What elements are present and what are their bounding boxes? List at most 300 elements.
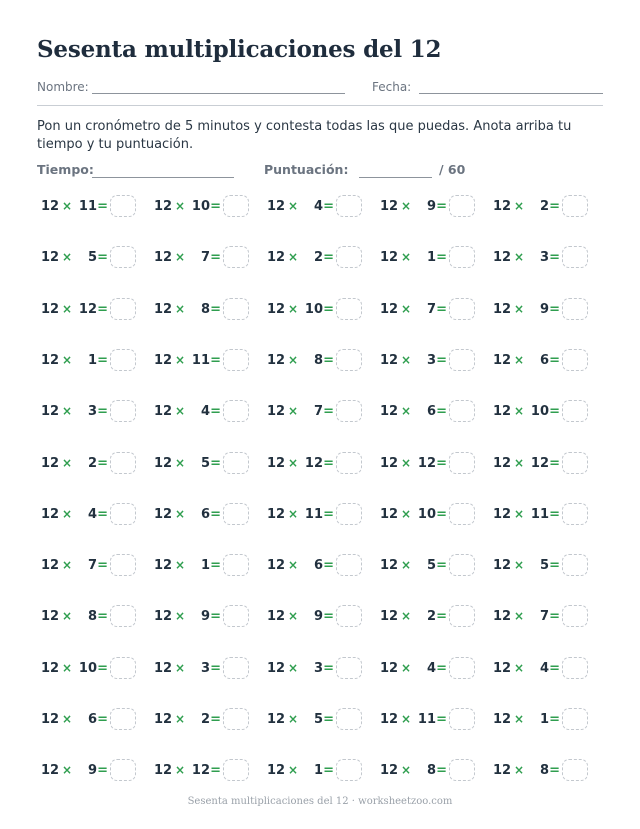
times-sign: × (62, 609, 73, 624)
answer-box[interactable] (449, 195, 475, 217)
multiplier: 9 (200, 609, 210, 625)
multiplier: 12 (78, 301, 97, 317)
answer-box[interactable] (223, 195, 249, 217)
answer-box[interactable] (223, 759, 249, 781)
problem-item (489, 604, 602, 630)
times-sign: × (175, 199, 186, 213)
times-sign: × (62, 763, 73, 778)
equals-sign: = (436, 352, 447, 368)
problem-item (150, 245, 263, 271)
problem-item (263, 604, 376, 630)
multiplicand: 12 (380, 712, 399, 727)
answer-box[interactable] (110, 759, 136, 781)
multiplicand: 12 (267, 199, 286, 214)
multiplicand: 12 (380, 660, 399, 676)
equals-sign: = (210, 352, 221, 368)
equals-sign: = (549, 250, 560, 266)
answer-box[interactable] (336, 349, 362, 371)
equals-sign: = (549, 558, 560, 574)
problem-item (37, 553, 150, 579)
equals-sign: = (549, 352, 560, 368)
answer-box[interactable] (562, 400, 588, 422)
answer-box[interactable] (562, 503, 588, 525)
times-sign: × (175, 558, 186, 573)
equals-sign: = (549, 712, 560, 727)
times-sign: × (175, 660, 186, 675)
multiplier: 5 (539, 558, 549, 574)
equals-sign: = (436, 506, 447, 522)
problem-item (376, 297, 489, 323)
equals-sign: = (436, 250, 447, 266)
multiplier: 3 (313, 660, 323, 676)
multiplicand: 12 (41, 352, 60, 368)
answer-box[interactable] (449, 605, 475, 627)
multiplicand: 12 (267, 352, 286, 368)
date-field[interactable] (419, 93, 603, 94)
problem-item (37, 758, 150, 784)
answer-box[interactable] (336, 452, 362, 474)
multiplier: 9 (87, 763, 97, 779)
times-sign: × (288, 763, 299, 778)
equals-sign: = (97, 199, 108, 214)
times-sign: × (62, 712, 73, 726)
equals-sign: = (97, 609, 108, 625)
times-sign: × (514, 506, 525, 521)
multiplier: 6 (426, 404, 436, 420)
multiplier: 2 (87, 455, 97, 471)
times-sign: × (288, 404, 299, 419)
equals-sign: = (210, 250, 221, 266)
problem-item (376, 502, 489, 528)
problem-item (150, 758, 263, 784)
multiplier: 3 (87, 404, 97, 420)
multiplicand: 12 (267, 609, 286, 625)
multiplier: 10 (78, 660, 97, 676)
name-field[interactable] (92, 93, 345, 94)
answer-box[interactable] (110, 605, 136, 627)
equals-sign: = (549, 301, 560, 317)
answer-box[interactable] (336, 657, 362, 679)
answer-box[interactable] (336, 708, 362, 730)
multiplier: 6 (313, 558, 323, 574)
answer-box[interactable] (110, 195, 136, 217)
multiplicand: 12 (154, 763, 173, 779)
multiplicand: 12 (493, 199, 512, 214)
multiplier: 4 (426, 660, 436, 676)
answer-box[interactable] (562, 554, 588, 576)
problem-item (376, 707, 489, 733)
multiplicand: 12 (267, 712, 286, 727)
answer-box[interactable] (110, 503, 136, 525)
problem-item (37, 656, 150, 682)
equals-sign: = (436, 199, 447, 214)
multiplier: 9 (539, 301, 549, 317)
answer-box[interactable] (110, 554, 136, 576)
answer-box[interactable] (223, 452, 249, 474)
answer-box[interactable] (223, 554, 249, 576)
answer-box[interactable] (336, 298, 362, 320)
times-sign: × (514, 712, 525, 726)
problem-item (150, 348, 263, 374)
problem-item (263, 656, 376, 682)
multiplicand: 12 (380, 558, 399, 574)
points-label: Puntuación: (264, 162, 349, 177)
multiplicand: 12 (154, 660, 173, 676)
equals-sign: = (323, 609, 334, 625)
multiplicand: 12 (267, 250, 286, 266)
times-sign: × (401, 712, 412, 726)
equals-sign: = (323, 558, 334, 574)
equals-sign: = (323, 763, 334, 779)
multiplier: 5 (313, 712, 323, 727)
problem-item (263, 348, 376, 374)
times-sign: × (175, 404, 186, 419)
problem-item (150, 194, 263, 220)
multiplier: 9 (313, 609, 323, 625)
multiplier: 6 (539, 352, 549, 368)
multiplicand: 12 (380, 250, 399, 266)
multiplicand: 12 (154, 558, 173, 574)
answer-box[interactable] (562, 759, 588, 781)
times-sign: × (288, 301, 299, 316)
multiplier: 8 (200, 301, 210, 317)
problem-item (37, 399, 150, 425)
problem-item (263, 451, 376, 477)
answer-box[interactable] (223, 400, 249, 422)
answer-box[interactable] (110, 657, 136, 679)
times-sign: × (62, 250, 73, 265)
answer-box[interactable] (562, 708, 588, 730)
answer-box[interactable] (336, 503, 362, 525)
multiplier: 8 (426, 763, 436, 779)
answer-box[interactable] (223, 605, 249, 627)
answer-box[interactable] (110, 708, 136, 730)
times-sign: × (514, 301, 525, 316)
equals-sign: = (323, 301, 334, 317)
equals-sign: = (549, 404, 560, 420)
problem-item (489, 451, 602, 477)
date-label: Fecha: (372, 80, 412, 94)
multiplier: 12 (191, 763, 210, 779)
times-sign: × (401, 352, 412, 367)
answer-box[interactable] (336, 605, 362, 627)
answer-box[interactable] (336, 246, 362, 268)
answer-box[interactable] (562, 298, 588, 320)
times-sign: × (175, 250, 186, 265)
problem-item (376, 399, 489, 425)
multiplier: 4 (200, 404, 210, 420)
answer-box[interactable] (449, 349, 475, 371)
times-sign: × (288, 250, 299, 265)
points-total: / 60 (439, 162, 466, 177)
equals-sign: = (323, 712, 334, 727)
equals-sign: = (97, 558, 108, 574)
times-sign: × (288, 199, 299, 213)
multiplier: 1 (426, 250, 436, 266)
multiplier: 7 (539, 609, 549, 625)
times-sign: × (175, 352, 186, 367)
answer-box[interactable] (336, 554, 362, 576)
times-sign: × (401, 763, 412, 778)
multiplier: 10 (191, 199, 210, 214)
problem-item (489, 348, 602, 374)
multiplicand: 12 (380, 506, 399, 522)
multiplier: 3 (426, 352, 436, 368)
answer-box[interactable] (110, 349, 136, 371)
times-sign: × (514, 609, 525, 624)
times-sign: × (514, 352, 525, 367)
problem-item (376, 758, 489, 784)
multiplicand: 12 (267, 660, 286, 676)
multiplicand: 12 (267, 763, 286, 779)
equals-sign: = (97, 352, 108, 368)
answer-box[interactable] (449, 298, 475, 320)
times-sign: × (401, 250, 412, 265)
answer-box[interactable] (562, 452, 588, 474)
equals-sign: = (549, 763, 560, 779)
answer-box[interactable] (110, 452, 136, 474)
times-sign: × (514, 199, 525, 213)
problem-item (489, 553, 602, 579)
multiplicand: 12 (154, 609, 173, 625)
equals-sign: = (549, 455, 560, 471)
footer-text: Sesenta multiplicaciones del 12 · worksheetzoo.com (187, 796, 453, 807)
multiplicand: 12 (154, 301, 173, 317)
times-sign: × (62, 404, 73, 419)
answer-box[interactable] (449, 657, 475, 679)
problem-item (263, 707, 376, 733)
problem-item (37, 297, 150, 323)
times-sign: × (401, 660, 412, 675)
multiplier: 11 (530, 506, 549, 522)
multiplicand: 12 (41, 660, 60, 676)
equals-sign: = (436, 404, 447, 420)
equals-sign: = (323, 199, 334, 214)
answer-box[interactable] (223, 657, 249, 679)
multiplier: 7 (426, 301, 436, 317)
problem-item (376, 656, 489, 682)
times-sign: × (514, 660, 525, 675)
equals-sign: = (210, 404, 221, 420)
multiplier: 2 (313, 250, 323, 266)
answer-box[interactable] (449, 503, 475, 525)
equals-sign: = (97, 455, 108, 471)
problem-item (37, 245, 150, 271)
multiplicand: 12 (493, 712, 512, 727)
equals-sign: = (97, 712, 108, 727)
problem-item (37, 451, 150, 477)
times-sign: × (401, 558, 412, 573)
answer-box[interactable] (562, 195, 588, 217)
multiplier: 1 (200, 558, 210, 574)
times-sign: × (62, 660, 73, 675)
multiplier: 6 (200, 506, 210, 522)
problem-item (489, 502, 602, 528)
answer-box[interactable] (223, 708, 249, 730)
multiplicand: 12 (380, 404, 399, 420)
multiplicand: 12 (380, 763, 399, 779)
answer-box[interactable] (449, 246, 475, 268)
problem-item (150, 451, 263, 477)
problem-item (37, 348, 150, 374)
problem-item (489, 656, 602, 682)
problem-item (376, 348, 489, 374)
times-sign: × (514, 404, 525, 419)
answer-box[interactable] (110, 298, 136, 320)
equals-sign: = (436, 558, 447, 574)
multiplicand: 12 (493, 301, 512, 317)
multiplicand: 12 (154, 352, 173, 368)
problem-item (263, 245, 376, 271)
equals-sign: = (210, 712, 221, 727)
multiplier: 4 (539, 660, 549, 676)
answer-box[interactable] (336, 400, 362, 422)
multiplicand: 12 (154, 455, 173, 471)
multiplicand: 12 (267, 506, 286, 522)
equals-sign: = (97, 506, 108, 522)
times-sign: × (288, 455, 299, 470)
multiplier: 4 (313, 199, 323, 214)
multiplier: 12 (417, 455, 436, 471)
problem-item (37, 502, 150, 528)
answer-box[interactable] (336, 759, 362, 781)
multiplicand: 12 (493, 404, 512, 420)
times-sign: × (175, 455, 186, 470)
times-sign: × (175, 301, 186, 316)
name-date-row (37, 80, 603, 98)
multiplier: 1 (539, 712, 549, 727)
problem-item (489, 297, 602, 323)
answer-box[interactable] (449, 708, 475, 730)
equals-sign: = (210, 506, 221, 522)
equals-sign: = (210, 609, 221, 625)
answer-box[interactable] (110, 400, 136, 422)
problem-item (37, 707, 150, 733)
problem-item (376, 245, 489, 271)
multiplicand: 12 (493, 250, 512, 266)
multiplicand: 12 (41, 712, 60, 727)
times-sign: × (62, 455, 73, 470)
multiplicand: 12 (154, 712, 173, 727)
multiplicand: 12 (41, 763, 60, 779)
header-divider (37, 105, 603, 106)
multiplicand: 12 (493, 558, 512, 574)
multiplicand: 12 (41, 404, 60, 420)
times-sign: × (401, 609, 412, 624)
multiplier: 11 (304, 506, 323, 522)
multiplier: 7 (200, 250, 210, 266)
multiplicand: 12 (380, 352, 399, 368)
multiplier: 10 (417, 506, 436, 522)
time-field[interactable] (92, 177, 234, 178)
multiplicand: 12 (493, 763, 512, 779)
multiplicand: 12 (380, 301, 399, 317)
multiplicand: 12 (154, 199, 173, 214)
points-field[interactable] (359, 177, 432, 178)
times-sign: × (401, 455, 412, 470)
multiplicand: 12 (41, 455, 60, 471)
multiplicand: 12 (267, 301, 286, 317)
equals-sign: = (97, 763, 108, 779)
answer-box[interactable] (336, 195, 362, 217)
multiplicand: 12 (493, 660, 512, 676)
times-sign: × (401, 404, 412, 419)
multiplier: 6 (87, 712, 97, 727)
problem-item (150, 553, 263, 579)
times-sign: × (62, 352, 73, 367)
multiplicand: 12 (493, 609, 512, 625)
times-sign: × (288, 558, 299, 573)
equals-sign: = (323, 352, 334, 368)
answer-box[interactable] (562, 349, 588, 371)
answer-box[interactable] (562, 657, 588, 679)
equals-sign: = (210, 455, 221, 471)
answer-box[interactable] (110, 246, 136, 268)
multiplicand: 12 (154, 506, 173, 522)
multiplicand: 12 (41, 199, 60, 214)
problem-item (263, 758, 376, 784)
problem-item (150, 656, 263, 682)
problem-item (263, 399, 376, 425)
answer-box[interactable] (449, 400, 475, 422)
multiplier: 11 (191, 352, 210, 368)
equals-sign: = (549, 506, 560, 522)
problem-item (263, 297, 376, 323)
answer-box[interactable] (449, 452, 475, 474)
problem-item (489, 194, 602, 220)
answer-box[interactable] (449, 759, 475, 781)
multiplicand: 12 (41, 301, 60, 317)
answer-box[interactable] (223, 298, 249, 320)
multiplier: 2 (539, 199, 549, 214)
answer-box[interactable] (223, 349, 249, 371)
multiplier: 12 (304, 455, 323, 471)
problem-item (376, 604, 489, 630)
problem-item (376, 553, 489, 579)
score-row (37, 162, 603, 182)
answer-box[interactable] (562, 246, 588, 268)
multiplier: 8 (539, 763, 549, 779)
multiplier: 3 (539, 250, 549, 266)
answer-box[interactable] (223, 246, 249, 268)
answer-box[interactable] (223, 503, 249, 525)
problem-item (37, 604, 150, 630)
problem-item (150, 604, 263, 630)
equals-sign: = (97, 660, 108, 676)
problem-item (376, 451, 489, 477)
times-sign: × (175, 712, 186, 726)
multiplicand: 12 (154, 250, 173, 266)
multiplicand: 12 (41, 250, 60, 266)
multiplier: 8 (313, 352, 323, 368)
problem-item (150, 399, 263, 425)
times-sign: × (288, 712, 299, 726)
multiplicand: 12 (380, 199, 399, 214)
name-label: Nombre: (37, 80, 89, 94)
equals-sign: = (210, 763, 221, 779)
multiplier: 5 (200, 455, 210, 471)
equals-sign: = (210, 199, 221, 214)
multiplier: 11 (417, 712, 436, 727)
problem-item (150, 502, 263, 528)
answer-box[interactable] (562, 605, 588, 627)
answer-box[interactable] (449, 554, 475, 576)
equals-sign: = (549, 199, 560, 214)
equals-sign: = (436, 712, 447, 727)
problem-item (150, 707, 263, 733)
times-sign: × (514, 558, 525, 573)
equals-sign: = (323, 250, 334, 266)
